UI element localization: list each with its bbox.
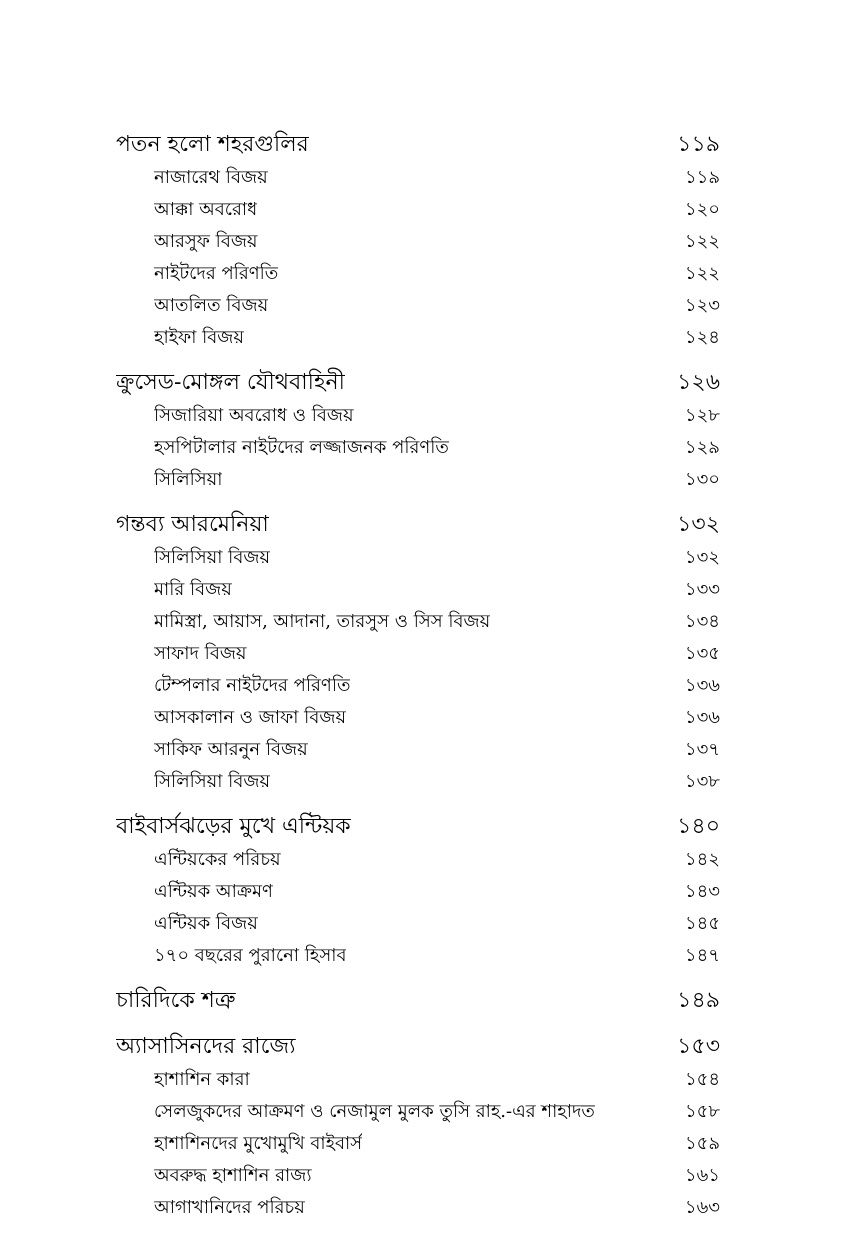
entry-page-number: ১৬১: [684, 1165, 720, 1186]
entry-page-number: ১৩২: [684, 547, 720, 568]
entry-page-number: ১১৯: [684, 167, 720, 188]
entry-page-number: ১৪৫: [684, 913, 720, 934]
entry-page-number: ১৩৮: [684, 771, 720, 792]
entry-title: সিলিসিয়া বিজয়: [154, 547, 271, 568]
entry-title: সিলিসিয়া বিজয়: [154, 771, 271, 792]
entry-row[interactable]: [116, 226, 720, 258]
entry-page-number: ১৩৬: [684, 675, 720, 696]
entry-row[interactable]: [116, 1096, 720, 1128]
entry-title: হাশাশিনদের মুখোমুখি বাইবার্স: [154, 1133, 363, 1154]
entry-title: আরসুফ বিজয়: [154, 231, 258, 252]
entry-row[interactable]: [116, 702, 720, 734]
entry-page-number: ১২৯: [684, 437, 720, 458]
entry-title: আগাখানিদের পরিচয়: [154, 1197, 305, 1218]
entry-page-number: ১৫৪: [684, 1069, 720, 1090]
entry-page-number: ১৩৩: [684, 579, 720, 600]
entry-title: নাইটদের পরিণতি: [154, 263, 279, 284]
toc-section: [116, 1030, 720, 1224]
chapter-page-number: ১১৯: [677, 132, 720, 157]
entry-row[interactable]: [116, 940, 720, 972]
chapter-row[interactable]: [116, 128, 720, 162]
chapter-title: গন্তব্য আরমেনিয়া: [116, 512, 269, 537]
entry-page-number: ১২৮: [684, 405, 720, 426]
entry-page-number: ১৩৫: [684, 643, 720, 664]
entry-row[interactable]: [116, 322, 720, 354]
chapter-page-number: ১৪০: [677, 814, 720, 839]
chapter-row[interactable]: [116, 984, 720, 1018]
entry-title: হাশাশিন কারা: [154, 1069, 250, 1090]
entry-page-number: ১২২: [684, 263, 720, 284]
entry-row[interactable]: [116, 766, 720, 798]
entry-title: সিজারিয়া অবরোধ ও বিজয়: [154, 405, 354, 426]
entry-row[interactable]: [116, 1192, 720, 1224]
entry-title: নাজারেথ বিজয়: [154, 167, 268, 188]
entry-title: সেলজুকদের আক্রমণ ও নেজামুল মুলক তুসি রাহ.-এর শাহাদত: [154, 1101, 595, 1122]
entry-page-number: ১৩৭: [684, 739, 720, 760]
entry-title: সাকিফ আরনুন বিজয়: [154, 739, 308, 760]
chapter-title: অ্যাসাসিনদের রাজ্যে: [116, 1034, 296, 1059]
entry-page-number: ১৫৮: [684, 1101, 720, 1122]
chapter-title: ক্রুসেড-মোঙ্গল যৌথবাহিনী: [116, 370, 345, 395]
toc-section: [116, 366, 720, 496]
chapter-row[interactable]: [116, 366, 720, 400]
entry-title: আক্কা অবরোধ: [154, 199, 258, 220]
entry-page-number: ১৫৯: [684, 1133, 720, 1154]
entry-title: অবরুদ্ধ হাশাশিন রাজ্য: [154, 1165, 312, 1186]
entry-title: আসকালান ও জাফা বিজয়: [154, 707, 347, 728]
entry-row[interactable]: [116, 574, 720, 606]
entry-row[interactable]: [116, 1064, 720, 1096]
entry-row[interactable]: [116, 908, 720, 940]
entry-page-number: ১৩৪: [684, 611, 720, 632]
entry-title: এন্টিয়কের পরিচয়: [154, 849, 281, 870]
entry-page-number: ১২৩: [684, 295, 720, 316]
entry-page-number: ১৬৩: [684, 1197, 720, 1218]
entry-row[interactable]: [116, 876, 720, 908]
entry-row[interactable]: [116, 638, 720, 670]
chapter-title: চারিদিকে শত্রু: [116, 988, 236, 1013]
entry-page-number: ১৪৭: [684, 945, 720, 966]
entry-page-number: ১৩০: [684, 469, 720, 490]
entry-row[interactable]: [116, 606, 720, 638]
entry-title: সাফাদ বিজয়: [154, 643, 247, 664]
entry-page-number: ১৩৬: [684, 707, 720, 728]
table-of-contents: [116, 128, 720, 1236]
entry-page-number: ১৪৩: [684, 881, 720, 902]
entry-page-number: ১২০: [684, 199, 720, 220]
entry-title: আতলিত বিজয়: [154, 295, 269, 316]
entry-row[interactable]: [116, 400, 720, 432]
toc-section: [116, 128, 720, 354]
entry-row[interactable]: [116, 194, 720, 226]
entry-row[interactable]: [116, 290, 720, 322]
entry-title: হাইফা বিজয়: [154, 327, 245, 348]
entry-row[interactable]: [116, 258, 720, 290]
entry-title: সিলিসিয়া: [154, 469, 223, 490]
entry-row[interactable]: [116, 432, 720, 464]
entry-row[interactable]: [116, 1128, 720, 1160]
chapter-title: পতন হলো শহরগুলির: [116, 132, 309, 157]
chapter-title: বাইবার্সঝড়ের মুখে এন্টিয়ক: [116, 814, 351, 839]
chapter-page-number: ১৪৯: [677, 988, 720, 1013]
entry-title: মামিস্ত্রা, আয়াস, আদানা, তারসুস ও সিস বিজয়: [154, 611, 491, 632]
entry-title: এন্টিয়ক আক্রমণ: [154, 881, 273, 902]
toc-section: [116, 810, 720, 972]
entry-title: ১৭০ বছরের পুরানো হিসাব: [154, 945, 347, 966]
entry-row[interactable]: [116, 1160, 720, 1192]
toc-section: [116, 508, 720, 798]
chapter-page-number: ১২৬: [677, 370, 720, 395]
entry-title: হসপিটালার নাইটদের লজ্জাজনক পরিণতি: [154, 437, 449, 458]
entry-page-number: ১৪২: [684, 849, 720, 870]
entry-title: টেম্পলার নাইটদের পরিণতি: [154, 675, 351, 696]
chapter-row[interactable]: [116, 1030, 720, 1064]
chapter-page-number: ১৩২: [677, 512, 720, 537]
chapter-page-number: ১৫৩: [677, 1034, 720, 1059]
entry-page-number: ১২৪: [684, 327, 720, 348]
entry-row[interactable]: [116, 734, 720, 766]
chapter-row[interactable]: [116, 810, 720, 844]
entry-row[interactable]: [116, 542, 720, 574]
toc-section: [116, 984, 720, 1018]
entry-row[interactable]: [116, 464, 720, 496]
entry-row[interactable]: [116, 670, 720, 702]
entry-row[interactable]: [116, 844, 720, 876]
chapter-row[interactable]: [116, 508, 720, 542]
entry-page-number: ১২২: [684, 231, 720, 252]
entry-title: এন্টিয়ক বিজয়: [154, 913, 258, 934]
entry-row[interactable]: [116, 162, 720, 194]
entry-title: মারি বিজয়: [154, 579, 232, 600]
